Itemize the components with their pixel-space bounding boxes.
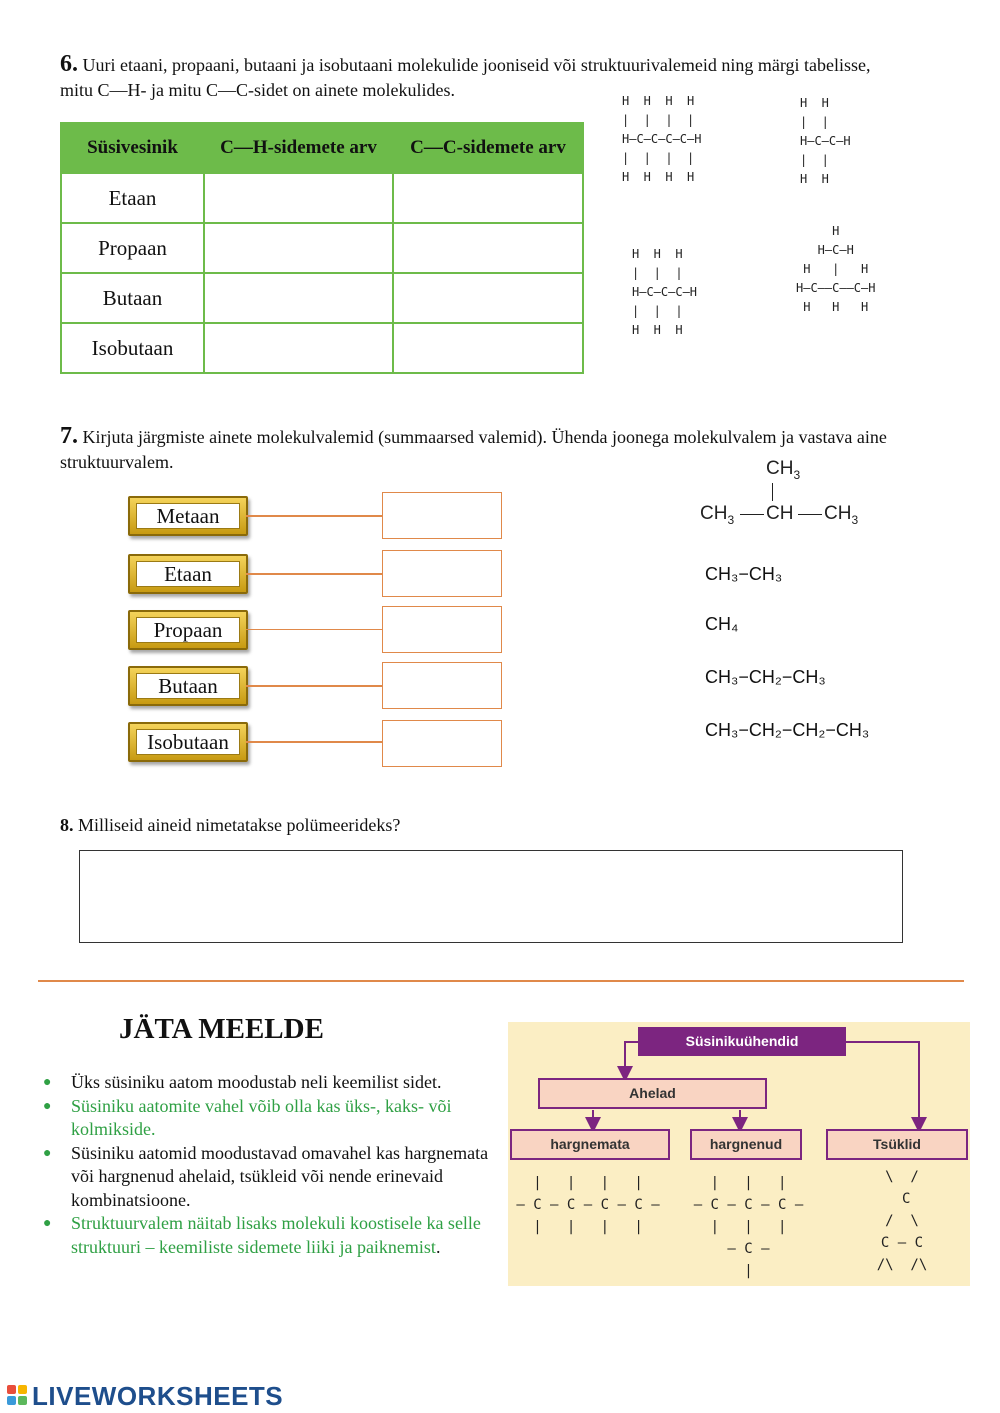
name-card-metaan[interactable]: Metaan <box>128 496 248 536</box>
table-row-label: Etaan <box>61 173 204 223</box>
table-header: Süsivesinik <box>61 123 204 173</box>
formula-part: CH <box>766 458 794 479</box>
remember-title: JÄTA MEELDE <box>119 1013 324 1045</box>
table-header: C—C-sidemete arv <box>393 123 583 173</box>
molecular-formula-input[interactable] <box>382 492 502 539</box>
section-divider <box>38 980 964 982</box>
ch-bonds-input[interactable] <box>204 273 393 323</box>
cycle-structure: \ / C / \ C — C /\ /\ <box>876 1169 928 1273</box>
diagram-node-cycles: Tsüklid <box>826 1129 968 1160</box>
question-6-number: 6. <box>60 51 78 77</box>
polymer-answer-input[interactable] <box>79 850 903 943</box>
list-item: ● Struktuurvalem näitab lisaks molekuli koostisele ka selle struktuuri – keemiliste sidemete liiki ja paiknemist. <box>43 1213 481 1257</box>
question-8-text: Milliseid aineid nimetatakse polümeerideks? <box>78 815 401 835</box>
formula-part: CH <box>824 503 852 524</box>
formula-subscript: 3 <box>793 467 801 482</box>
liveworksheets-logo <box>7 1381 283 1412</box>
list-item: ● Süsiniku aatomite vahel võib olla kas üks-, kaks- või kolmikside. <box>43 1095 452 1139</box>
hydrocarbon-table <box>60 122 584 374</box>
diagram-node-top: Süsinikuühendid <box>638 1027 846 1056</box>
butane-structure: H H H H | | | | H—C—C—C—C—H | | | | H H H H <box>622 94 702 184</box>
formula-option[interactable]: CH₄ <box>705 614 739 634</box>
connector-line <box>246 685 382 687</box>
name-card-isobutaan[interactable]: Isobutaan <box>128 722 248 762</box>
cc-bonds-input[interactable] <box>393 323 583 373</box>
list-item: ● Üks süsiniku aatom moodustab neli keemilist sidet. <box>40 1071 495 1095</box>
list-item: ● Süsiniku aatomid moodustavad omavahel kas hargnemata või hargnenud ahelaid, tsükleid või nende erinevaid kombinatsioone. <box>43 1142 489 1210</box>
formula-part: CH <box>766 503 794 524</box>
formula-subscript: 3 <box>851 512 859 527</box>
logo-icon <box>7 1385 29 1407</box>
connector-line <box>246 573 382 575</box>
ch-bonds-input[interactable] <box>204 223 393 273</box>
name-card-propaan[interactable]: Propaan <box>128 610 248 650</box>
unbranched-chain: | | | | — C — C — C — C — | | | | <box>516 1175 660 1235</box>
ch-bonds-input[interactable] <box>204 323 393 373</box>
remember-list <box>40 1071 495 1259</box>
cc-bonds-input[interactable] <box>393 273 583 323</box>
diagram-node-unbranched: hargnemata <box>510 1129 670 1160</box>
formula-option[interactable]: CH₃−CH₃ <box>705 564 783 584</box>
table-row-label: Isobutaan <box>61 323 204 373</box>
molecular-formula-input[interactable] <box>382 662 502 709</box>
question-8-number: 8. <box>60 815 74 835</box>
formula-option[interactable]: CH₃−CH₂−CH₃ <box>705 667 826 687</box>
table-row-label: Butaan <box>61 273 204 323</box>
question-6 <box>60 52 900 103</box>
cc-bonds-input[interactable] <box>393 173 583 223</box>
ch-bonds-input[interactable] <box>204 173 393 223</box>
branched-chain: | | | — C — C — C — | | | — C — | <box>693 1175 804 1279</box>
arrow-to-ahelad <box>625 1042 638 1074</box>
bullet-icon: ● <box>43 1098 52 1114</box>
question-7-text: Kirjuta järgmiste ainete molekulvalemid (summaarsed valemid). Ühenda joonega molekulvalem ja vastava aine struktuurvalem. <box>60 427 887 472</box>
name-card-etaan[interactable]: Etaan <box>128 554 248 594</box>
isobutane-structure: H H—C—H H | H H—C——C——C—H H H H <box>796 224 876 314</box>
bullet-icon: ● <box>43 1075 52 1090</box>
ethane-structure: H H | | H—C—C—H | | H H <box>800 96 851 186</box>
table-row <box>61 273 583 323</box>
question-7-number: 7. <box>60 423 78 449</box>
name-card-butaan[interactable]: Butaan <box>128 666 248 706</box>
propane-structure: H H H | | | H—C—C—C—H | | | H H H <box>632 247 698 337</box>
table-row-label: Propaan <box>61 223 204 273</box>
formula-part: CH <box>700 503 728 524</box>
question-6-text: Uuri etaani, propaani, butaani ja isobutaani molekulide jooniseid või struktuurivalemeid ning märgi tabelisse, mitu C—H- ja mitu C—C-sidet on ainete molekulides. <box>60 55 871 100</box>
connector-line <box>246 741 382 743</box>
molecular-formula-input[interactable] <box>382 606 502 653</box>
question-8 <box>60 813 400 838</box>
arrow-to-tsuklid <box>846 1042 919 1125</box>
table-row <box>61 323 583 373</box>
bullet-icon: ● <box>43 1216 52 1231</box>
table-row <box>61 173 583 223</box>
bullet-icon: ● <box>43 1145 52 1161</box>
isobutane-structural-formula <box>700 456 870 531</box>
diagram-node-branched: hargnenud <box>690 1129 802 1160</box>
connector-line <box>246 515 382 517</box>
carbon-compounds-diagram <box>508 1022 970 1286</box>
logo-text: LIVEWORKSHEETS <box>32 1381 284 1411</box>
molecular-formula-input[interactable] <box>382 720 502 767</box>
table-row <box>61 223 583 273</box>
table-header: C—H-sidemete arv <box>204 123 393 173</box>
diagram-node-chains: Ahelad <box>538 1078 767 1109</box>
formula-subscript: 3 <box>727 512 735 527</box>
connector-line <box>246 629 382 630</box>
formula-option[interactable]: CH₃−CH₂−CH₂−CH₃ <box>705 720 870 740</box>
cc-bonds-input[interactable] <box>393 223 583 273</box>
molecular-formula-input[interactable] <box>382 550 502 597</box>
